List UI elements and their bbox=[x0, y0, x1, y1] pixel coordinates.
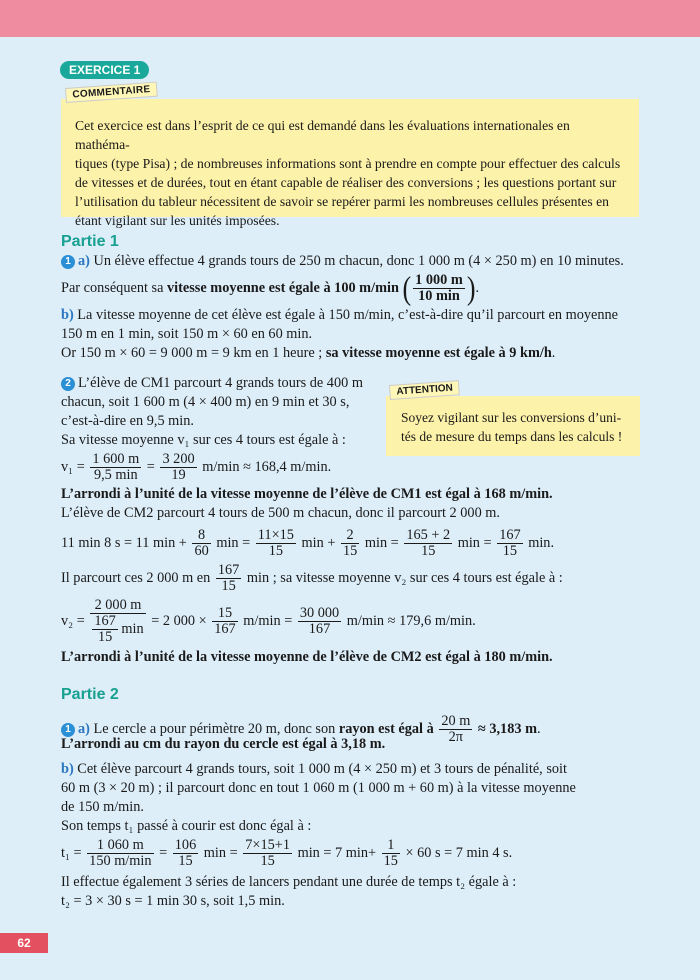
fraction bbox=[256, 528, 296, 559]
numerator: 1 bbox=[382, 838, 400, 854]
p1-line: 150 m en 1 min, soit 150 m × 60 en 60 min. bbox=[61, 326, 313, 342]
page-number: 62 bbox=[0, 933, 48, 953]
numerator: 11×15 bbox=[257, 527, 294, 543]
text: × 60 s = 7 min 4 s. bbox=[405, 844, 513, 861]
fraction bbox=[382, 838, 400, 869]
fraction bbox=[413, 273, 465, 304]
text: = bbox=[159, 844, 168, 861]
text: min = bbox=[203, 844, 238, 861]
attention-box bbox=[386, 396, 640, 456]
denominator: 167 bbox=[214, 621, 236, 637]
text: = 2 000 × bbox=[151, 612, 207, 629]
denominator: 15 bbox=[97, 629, 113, 645]
subquestion-label: a) bbox=[78, 720, 90, 737]
attention-line: Soyez vigilant sur les conversions d’uni- bbox=[401, 410, 622, 425]
numerator: 30 000 bbox=[299, 605, 340, 621]
comment-line: Cet exercice est dans l’esprit de ce qui est demandé dans les évaluations internationales en mathéma- bbox=[75, 118, 570, 152]
denominator: 15 bbox=[178, 853, 193, 869]
text: min = bbox=[364, 534, 399, 551]
question-number-badge: 2 bbox=[61, 377, 75, 391]
bold-text: ≈ 3,183 m bbox=[477, 720, 537, 737]
p1-line: chacun, soit 1 600 m (4 × 400 m) en 9 min et 30 s, bbox=[61, 394, 350, 410]
denominator: 150 m/min bbox=[89, 853, 152, 869]
p1-line: L’élève de CM2 parcourt 4 tours de 500 m chacun, donc il parcourt 2 000 m. bbox=[61, 505, 500, 521]
text: min + bbox=[301, 534, 336, 551]
formula-lhs: v₁ = bbox=[61, 458, 85, 475]
text: min. bbox=[528, 534, 555, 551]
denominator: 15 bbox=[260, 853, 275, 869]
complex-fraction bbox=[90, 598, 145, 645]
fraction bbox=[243, 838, 292, 869]
question-number-badge: 1 bbox=[61, 723, 75, 737]
formula-tail: m/min ≈ 168,4 m/min. bbox=[202, 458, 332, 475]
fraction bbox=[439, 714, 472, 745]
denominator: 9,5 min bbox=[93, 467, 138, 483]
comment-line: tiques (type Pisa) ; de nombreuses informations sont à prendre en compte pour effectuer des calculs bbox=[75, 156, 621, 171]
numerator: 167 bbox=[94, 613, 116, 629]
p1-line: Or 150 m × 60 = 9 000 m = 9 km en 1 heure ; sa vitesse moyenne est égale à 9 km/h. bbox=[61, 345, 556, 361]
denominator: 15 bbox=[502, 543, 518, 559]
fraction bbox=[298, 606, 341, 637]
p1-line: Sa vitesse moyenne v₁ sur ces 4 tours est égale à : bbox=[61, 432, 346, 448]
p1-line: c’est-à-dire en 9,5 min. bbox=[61, 413, 194, 429]
p1-line bbox=[61, 563, 563, 594]
denominator: 60 bbox=[194, 543, 209, 559]
exercise-badge: EXERCICE 1 bbox=[60, 61, 149, 79]
numerator: 167 bbox=[499, 527, 521, 543]
p1-line bbox=[61, 252, 624, 271]
attention-label: ATTENTION bbox=[389, 380, 460, 400]
fraction bbox=[87, 838, 153, 869]
p2-result-radius: L’arrondi au cm du rayon du cercle est égal à 3,18 m. bbox=[61, 736, 386, 752]
p2-line: 1 a) Le cercle a pour périmètre 20 m, donc son rayon est égal à $\frac{20 m}{2\pi}$ ≈ 3,183 m. bbox=[61, 714, 541, 745]
subquestion-label: a) bbox=[78, 253, 90, 269]
denominator: 10 min bbox=[418, 288, 460, 304]
text: Un élève effectue 4 grands tours de 250 m chacun, donc 1 000 m (4 × 250 m) en 10 minutes. bbox=[93, 253, 624, 269]
text: m/min = bbox=[243, 612, 293, 629]
text: min = bbox=[457, 534, 492, 551]
denominator: 167 bbox=[308, 621, 331, 637]
text: L’élève de CM1 parcourt 4 grands tours de 400 m bbox=[78, 375, 363, 391]
text: min = bbox=[216, 534, 251, 551]
denominator: 15 bbox=[268, 543, 284, 559]
p2-line: de 150 m/min. bbox=[61, 799, 144, 815]
bold-text: rayon est égal à bbox=[338, 720, 434, 737]
text: 11 min 8 s = 11 min + bbox=[61, 534, 187, 551]
text: min ; sa vitesse moyenne v₂ sur ces 4 tours est égale à : bbox=[246, 569, 563, 586]
subquestion-label: b) bbox=[61, 761, 74, 777]
denominator: 2π bbox=[448, 729, 464, 745]
formula-lhs: v₂ = bbox=[61, 612, 85, 629]
subquestion-label: b) bbox=[61, 307, 74, 323]
comment-label: COMMENTAIRE bbox=[65, 82, 158, 103]
formula-lhs: t₁ = bbox=[61, 844, 82, 861]
text: Or 150 m × 60 = 9 000 m = 9 km en 1 heure ; bbox=[61, 345, 326, 361]
comment-box bbox=[61, 99, 639, 228]
numerator: 106 bbox=[174, 837, 197, 853]
formula-tail: m/min ≈ 179,6 m/min. bbox=[346, 612, 476, 629]
p1-result-cm1: L’arrondi à l’unité de la vitesse moyenne de l’élève de CM1 est égal à 168 m/min. bbox=[61, 486, 553, 502]
numerator: 7×15+1 bbox=[245, 837, 290, 853]
numerator: 20 m bbox=[441, 713, 471, 729]
top-color-band bbox=[0, 0, 700, 37]
section-title-partie-2: Partie 2 bbox=[61, 686, 119, 703]
numerator: 1 600 m bbox=[92, 451, 140, 467]
unit: min bbox=[121, 620, 144, 637]
fraction bbox=[212, 606, 237, 637]
bold-text: vitesse moyenne est égale à 100 m/min bbox=[167, 279, 399, 296]
p2-line: 60 m (3 × 20 m) ; il parcourt donc en tout 1 060 m (1 000 m + 60 m) à la vitesse moyenne bbox=[61, 780, 576, 796]
numerator: 15 bbox=[212, 606, 237, 622]
numerator: 1 060 m bbox=[87, 838, 153, 854]
numerator: 2 000 m bbox=[90, 598, 145, 614]
fraction bbox=[90, 452, 141, 483]
numerator: 1 000 m bbox=[415, 272, 463, 288]
numerator: 8 bbox=[192, 528, 210, 544]
denominator: 15 bbox=[421, 543, 436, 559]
paren-close: ) bbox=[466, 269, 476, 306]
text: Le cercle a pour périmètre 20 m, donc son bbox=[93, 720, 339, 737]
denominator: 19 bbox=[171, 467, 186, 483]
p1-line: Par conséquent sa vitesse moyenne est égale à 100 m/min ( $\frac{1 000 m}{10 \min}$ ). bbox=[61, 269, 480, 306]
denominator: 15 bbox=[221, 578, 236, 594]
fraction bbox=[341, 528, 359, 559]
p2-line: t₂ = 3 × 30 s = 1 min 30 s, soit 1,5 min. bbox=[61, 893, 285, 909]
p2-line bbox=[61, 760, 567, 779]
denominator: 15 bbox=[383, 853, 398, 869]
attention-line: tés de mesure du temps dans les calculs ! bbox=[401, 429, 623, 444]
numerator: 165 + 2 bbox=[406, 527, 451, 543]
p2-line: Son temps t₁ passé à courir est donc égal à : bbox=[61, 818, 312, 834]
comment-line: étant vigilant sur les unités imposées. bbox=[75, 213, 280, 228]
formula-t1 bbox=[61, 838, 512, 869]
denominator: 15 bbox=[342, 543, 358, 559]
fraction bbox=[216, 563, 241, 594]
numerator: 3 200 bbox=[162, 451, 195, 467]
p1-line bbox=[61, 374, 363, 393]
fraction bbox=[192, 528, 210, 559]
p1-line bbox=[61, 306, 618, 325]
formula-v2 bbox=[61, 598, 476, 645]
comment-line: l’utilisation du tableur nécessitent de savoir se repérer parmi les nombreuses cellules présentes en bbox=[75, 194, 610, 209]
comment-line: de vitesses et de durées, tout en étant capable de réaliser des conversions ; les questions portant sur bbox=[75, 175, 617, 190]
fraction bbox=[404, 528, 452, 559]
text: Il parcourt ces 2 000 m en bbox=[61, 569, 211, 586]
numerator: 2 bbox=[341, 528, 359, 544]
question-number-badge: 1 bbox=[61, 255, 75, 269]
text: Cet élève parcourt 4 grands tours, soit 1 000 m (4 × 250 m) et 3 tours de pénalité, soit bbox=[77, 761, 567, 777]
denominator bbox=[90, 614, 145, 645]
p2-line: Il effectue également 3 séries de lancers pendant une durée de temps t₂ égale à : bbox=[61, 874, 517, 890]
formula-time bbox=[61, 528, 554, 559]
bold-text: sa vitesse moyenne est égale à 9 km/h bbox=[325, 345, 552, 361]
fraction bbox=[92, 614, 117, 645]
numerator: 167 bbox=[217, 562, 240, 578]
fraction bbox=[160, 452, 196, 483]
text: La vitesse moyenne de cet élève est égale à 150 m/min, c’est-à-dire qu’il parcourt en moyenne bbox=[77, 307, 618, 323]
formula-v1: v₁ = $\frac{1 600 m}{9,5 \min}$ = $\frac{3 200}{19}$ m/min ≈ 168,4 m/min. bbox=[61, 451, 332, 483]
text: min = 7 min+ bbox=[297, 844, 377, 861]
paren-open: ( bbox=[402, 269, 412, 306]
fraction bbox=[173, 838, 198, 869]
text: Par conséquent sa bbox=[61, 279, 168, 296]
fraction bbox=[497, 528, 522, 559]
p1-result-cm2: L’arrondi à l’unité de la vitesse moyenne de l’élève de CM2 est égal à 180 m/min. bbox=[61, 649, 553, 665]
section-title-partie-1: Partie 1 bbox=[61, 233, 119, 250]
